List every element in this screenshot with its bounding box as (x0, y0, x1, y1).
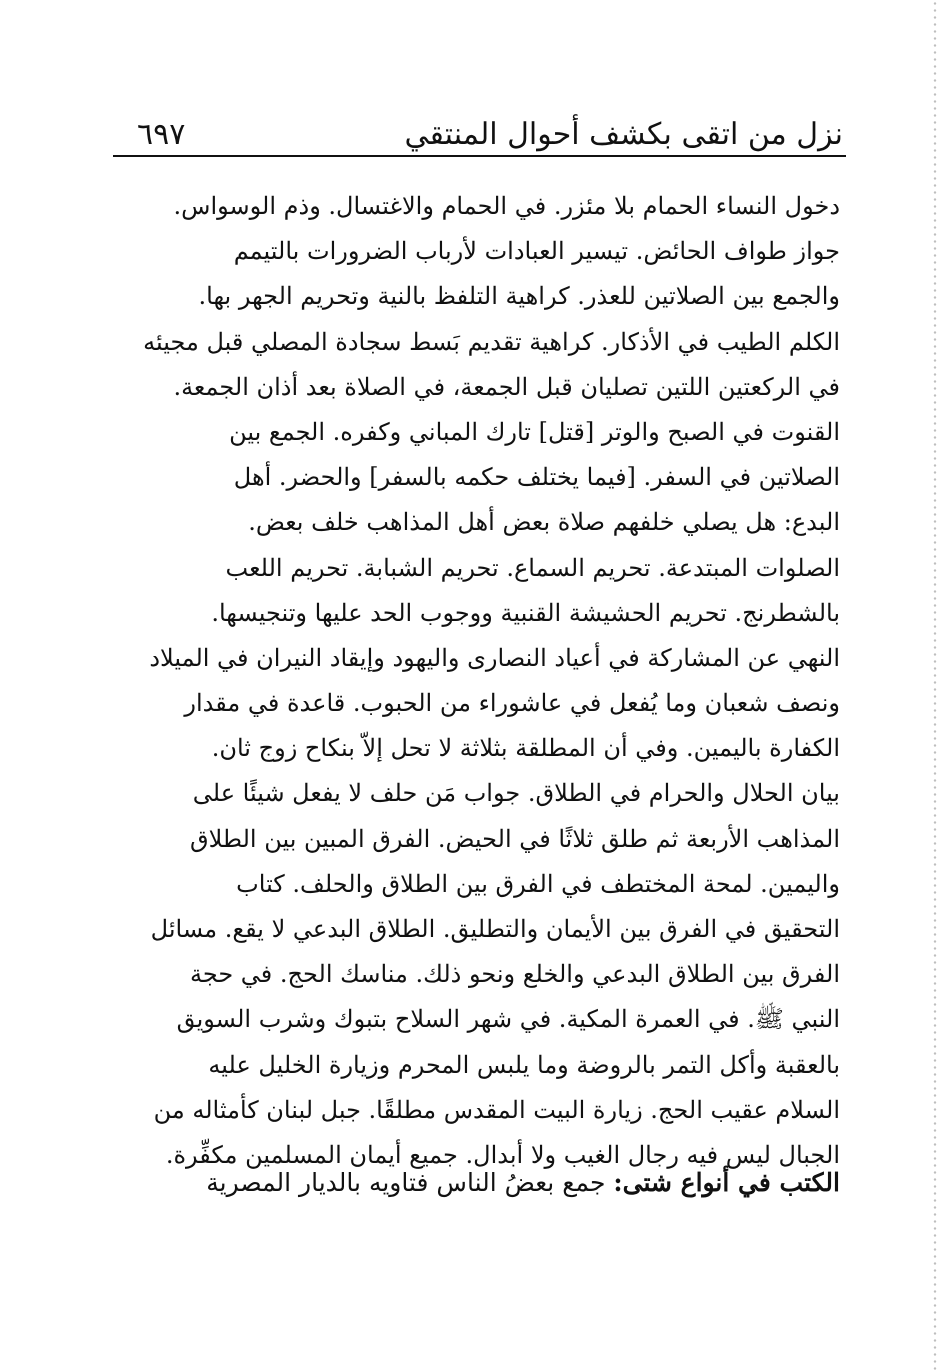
text-line: القنوت في الصبح والوتر [قتل] تارك المباني وكفره. الجمع بين (229, 417, 840, 446)
text-line: واليمين. لمحة المختطف في الفرق بين الطلاق والحلف. كتاب (236, 869, 840, 898)
page-header (113, 112, 843, 158)
section-heading: الكتب في أنواع شتى: (613, 1168, 840, 1197)
page-edge-dots (933, 0, 937, 1372)
text-line: بيان الحلال والحرام في الطلاق. جواب مَن حلف لا يفعل شيئًا على (192, 779, 840, 808)
text-line: الكفارة باليمين. وفي أن المطلقة بثلاثة لا تحل إلاّ بنكاح زوج ثان. (211, 734, 840, 763)
text-line: النبي ﷺ. في العمرة المكية. في شهر السلاح بتبوك وشرب السويق (176, 1005, 840, 1034)
text-line: البدع: هل يصلي خلفهم صلاة بعض أهل المذاهب خلف بعض. (248, 508, 840, 537)
text-line: الصلاتين في السفر. [فيما يختلف حكمه بالسفر] والحضر. أهل (233, 463, 840, 492)
text-line: جواز طواف الحائض. تيسير العبادات لأرباب الضرورات بالتيمم (233, 237, 840, 266)
text-line: الصلوات المبتدعة. تحريم السماع. تحريم الشبابة. تحريم اللعب (225, 553, 840, 582)
text-line: ونصف شعبان وما يُفعل في عاشوراء من الحبوب. قاعدة في مقدار (184, 689, 840, 718)
text-line: التحقيق في الفرق بين الأيمان والتطليق. الطلاق البدعي لا يقع. مسائل (150, 915, 840, 943)
running-title: نزل من اتقى بكشف أحوال المنتقي (404, 117, 843, 152)
text-line: الفرق بين الطلاق البدعي والخلع ونحو ذلك. مناسك الحج. في حجة (189, 960, 840, 989)
text-line: المذاهب الأربعة ثم طلق ثلاثًا في الحيض. الفرق المبين بين الطلاق (189, 824, 840, 853)
text-line: النهي عن المشاركة في أعياد النصارى واليهود وإيقاد النيران في الميلاد (149, 643, 840, 672)
text-line: بالعقبة وأكل التمر بالروضة وما يلبس المحرم وزيارة الخليل عليه (208, 1050, 840, 1079)
text-line: والجمع بين الصلاتين للعذر. كراهية التلفظ بالنية وتحريم الجهر بها. (198, 282, 840, 311)
body-text (100, 184, 840, 1178)
page-number: ٦٩٧ (137, 117, 186, 152)
section-text: جمع بعضُ الناس فتاويه بالديار المصرية (206, 1168, 606, 1197)
text-line: بالشطرنج. تحريم الحشيشة القنبية ووجوب الحد عليها وتنجيسها. (211, 598, 840, 627)
text-line: السلام عقيب الحج. زيارة البيت المقدس مطلقًا. جبل لبنان كأمثاله من (153, 1095, 840, 1124)
text-line: في الركعتين اللتين تصليان قبل الجمعة، في الصلاة بعد أذان الجمعة. (173, 372, 840, 401)
text-line: الكلم الطيب في الأذكار. كراهية تقديم بَسط سجادة المصلي قبل مجيئه (143, 327, 840, 356)
section-paragraph (206, 1160, 840, 1206)
header-rule (113, 155, 846, 157)
text-line: الجبال ليس فيه رجال الغيب ولا أبدال. جميع أيمان المسلمين مكفِّرة. (165, 1140, 840, 1169)
text-line: دخول النساء الحمام بلا مئزر. في الحمام والاغتسال. وذم الوسواس. (173, 192, 840, 220)
